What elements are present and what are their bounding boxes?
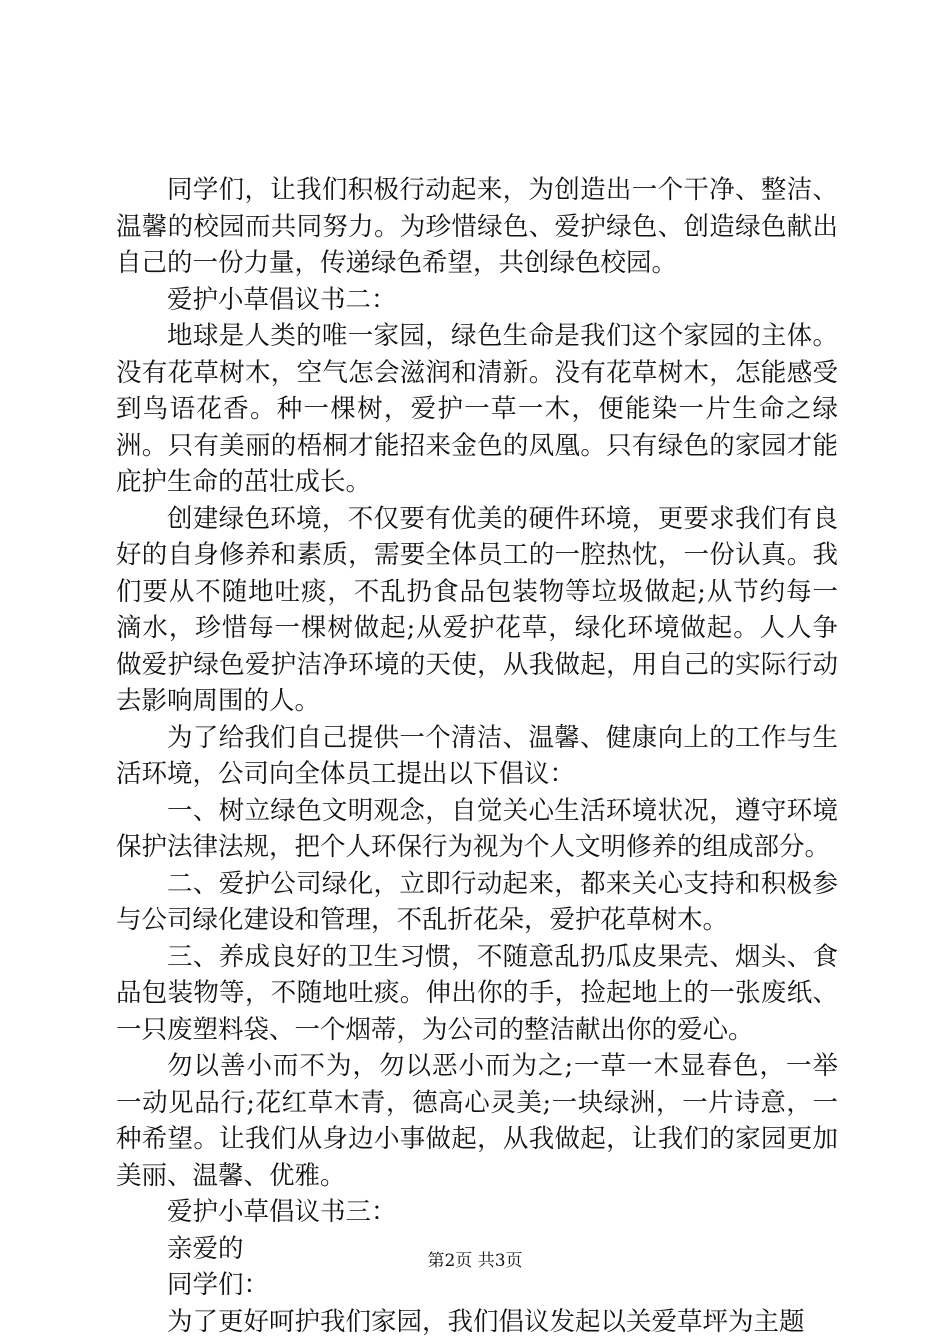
heading-proposal-2: 爱护小草倡议书二： xyxy=(167,284,397,315)
proposal-item-3: 三、养成良好的卫生习惯，不随意乱扔瓜皮果壳、烟头、食品包装物等，不随地吐痰。伸出你的手，捡起地上的一张废纸、一只废塑料袋、一个烟蒂，为公司的整洁献出你的爱心。 xyxy=(116,941,838,1045)
heading-proposal-3: 爱护小草倡议书三： xyxy=(167,1197,397,1227)
paragraph-4: 为了给我们自己提供一个清洁、温馨、健康向上的工作与生活环境，公司向全体员工提出以下倡议： xyxy=(116,722,838,789)
proposal-item-1: 一、树立绿色文明观念，自觉关心生活环境状况，遵守环境保护法律法规，把个人环保行为视为个人文明修养的组成部分。 xyxy=(116,795,838,862)
salutation-line-1: 亲爱的 xyxy=(167,1233,244,1264)
document-body xyxy=(116,172,838,1340)
paragraph-1: 同学们，让我们积极行动起来，为创造出一个干净、整洁、温馨的校园而共同努力。为珍惜绿色、爱护绿色、创造绿色献出自己的一份力量，传递绿色希望，共创绿色校园。 xyxy=(116,175,838,278)
paragraph-3: 创建绿色环境，不仅要有优美的硬件环境，更要求我们有良好的自身修养和素质，需要全体员工的一腔热忱，一份认真。我们要从不随地吐痰，不乱扔食品包装物等垃圾做起;从节约每一滴水，珍惜每一棵树做起;从爱护花草，绿化环境做起。人人争做爱护绿色爱护洁净环境的天使，从我做起，用自己的实际行动去影响周围的人。 xyxy=(116,503,838,716)
paragraph-2: 地球是人类的唯一家园，绿色生命是我们这个家园的主体。没有花草树木，空气怎会滋润和清新。没有花草树木，怎能感受到鸟语花香。种一棵树，爱护一草一木，便能染一片生命之绿洲。只有美丽的梧桐才能招来金色的凤凰。只有绿色的家园才能庇护生命的茁壮成长。 xyxy=(116,321,838,497)
salutation-line-2: 同学们： xyxy=(167,1270,270,1300)
page-number-footer: 第2页 共3页 xyxy=(427,1251,523,1271)
proposal-item-2: 二、爱护公司绿化，立即行动起来，都来关心支持和积极参与公司绿化建设和管理，不乱折花朵，爱护花草树木。 xyxy=(116,868,838,935)
paragraph-5: 勿以善小而不为，勿以恶小而为之;一草一木显春色，一举一动见品行;花红草木青，德高心灵美;一块绿洲，一片诗意，一种希望。让我们从身边小事做起，从我做起，让我们的家园更加美丽、温馨、优雅。 xyxy=(116,1051,838,1191)
paragraph-6: 为了更好呵护我们家园，我们倡议发起以关爱草坪为主题 xyxy=(167,1306,805,1337)
